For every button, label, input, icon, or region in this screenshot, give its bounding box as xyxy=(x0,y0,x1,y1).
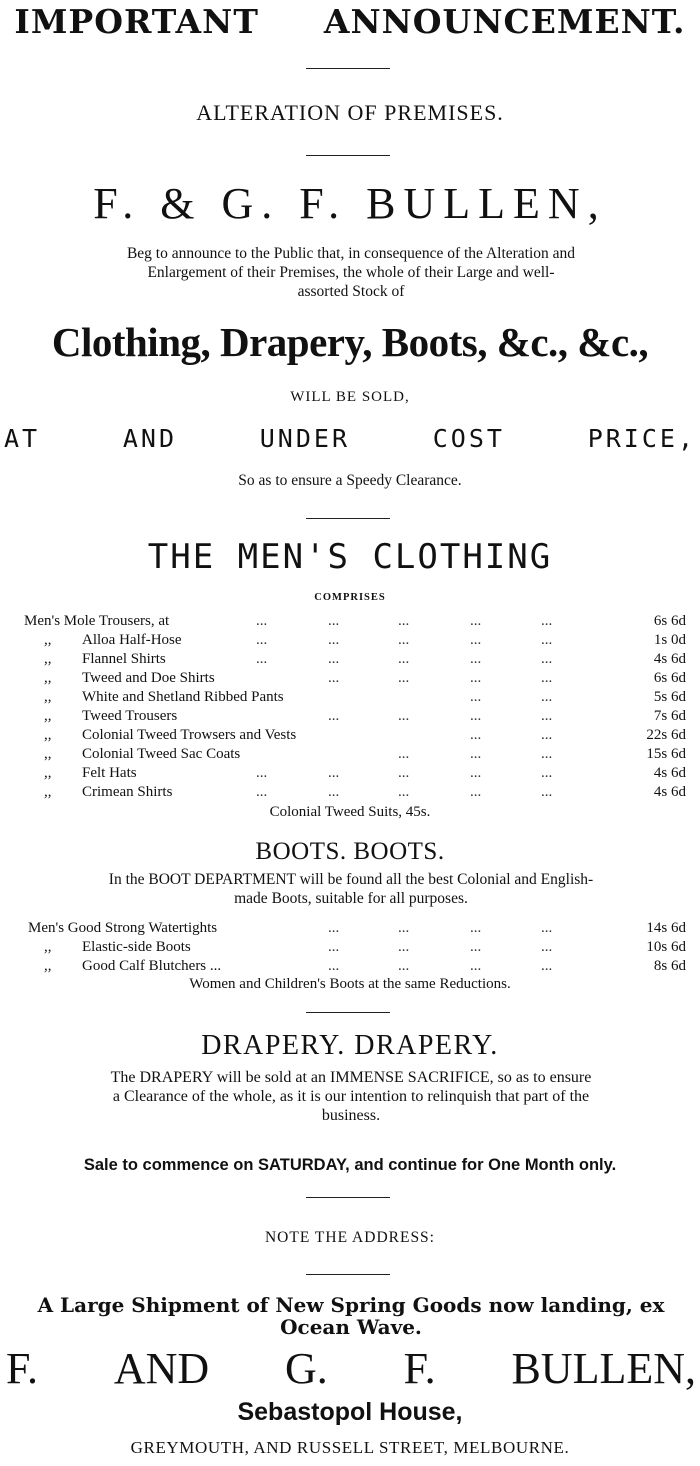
leader-dots: ... xyxy=(398,784,410,800)
cost-word: UNDER xyxy=(259,424,350,453)
divider-1 xyxy=(306,68,390,69)
leader-dots: ... xyxy=(541,632,553,648)
item-price: 8s 6d xyxy=(653,958,686,974)
item-name: Colonial Tweed Trowsers and Vests xyxy=(82,727,297,743)
leader-dots: ... xyxy=(398,670,410,686)
firm-word: AND xyxy=(113,1344,210,1393)
firm-word: F. xyxy=(6,1344,38,1393)
speedy-clearance: So as to ensure a Speedy Clearance. xyxy=(238,472,462,489)
ditto-mark: ,, xyxy=(44,689,52,705)
price-row xyxy=(0,612,700,631)
item-name: Elastic-side Boots xyxy=(82,939,191,955)
drapery-line: The DRAPERY will be sold at an IMMENSE SACRIFICE, so as to ensure xyxy=(110,1069,592,1086)
item-name: Men's Mole Trousers, at xyxy=(24,613,170,629)
price-row xyxy=(0,957,700,976)
footer-firm-name xyxy=(6,1343,696,1394)
leader-dots: ... xyxy=(328,632,340,648)
leader-dots: ... xyxy=(398,708,410,724)
item-name: Tweed and Doe Shirts xyxy=(82,670,215,686)
leader-dots: ... xyxy=(328,708,340,724)
leader-dots: ... xyxy=(470,689,482,705)
leader-dots: ... xyxy=(541,727,553,743)
intro-line: Beg to announce to the Public that, in consequence of the Alteration and xyxy=(126,245,576,262)
item-name: Tweed Trousers xyxy=(82,708,178,724)
leader-dots: ... xyxy=(256,651,268,667)
item-price: 7s 6d xyxy=(653,708,686,724)
price-row xyxy=(0,919,700,938)
ditto-mark: ,, xyxy=(44,939,52,955)
leader-dots: ... xyxy=(541,746,553,762)
ditto-mark: ,, xyxy=(44,708,52,724)
address-line: GREYMOUTH, AND RUSSELL STREET, MELBOURNE. xyxy=(130,1438,570,1457)
intro-line: assorted Stock of xyxy=(297,283,405,300)
leader-dots: ... xyxy=(328,920,340,936)
leader-dots: ... xyxy=(398,958,410,974)
announcement-title xyxy=(0,2,700,41)
leader-dots: ... xyxy=(470,784,482,800)
boots-intro xyxy=(4,870,698,908)
leader-dots: ... xyxy=(470,651,482,667)
alteration-heading: ALTERATION OF PREMISES. xyxy=(196,100,504,125)
item-name: Felt Hats xyxy=(82,765,137,781)
cost-word: AT xyxy=(4,424,41,453)
price-row xyxy=(0,688,700,707)
leader-dots: ... xyxy=(256,765,268,781)
price-row xyxy=(0,938,700,957)
leader-dots: ... xyxy=(398,632,410,648)
leader-dots: ... xyxy=(541,939,553,955)
item-price: 6s 6d xyxy=(653,670,686,686)
item-name: Crimean Shirts xyxy=(82,784,173,800)
price-row xyxy=(0,726,700,745)
leader-dots: ... xyxy=(541,958,553,974)
divider-6 xyxy=(306,1274,390,1275)
leader-dots: ... xyxy=(398,939,410,955)
firm-word: F. xyxy=(403,1344,436,1393)
women-children-note: Women and Children's Boots at the same Reductions. xyxy=(189,976,511,992)
shipment-line: A Large Shipment of New Spring Goods now landing, ex xyxy=(37,1293,665,1317)
drapery-heading: DRAPERY. DRAPERY. xyxy=(201,1030,499,1061)
leader-dots: ... xyxy=(470,708,482,724)
leader-dots: ... xyxy=(470,765,482,781)
leader-dots: ... xyxy=(328,958,340,974)
leader-dots: ... xyxy=(328,939,340,955)
leader-dots: ... xyxy=(541,784,553,800)
item-price: 10s 6d xyxy=(646,939,686,955)
price-row xyxy=(0,764,700,783)
item-name: Colonial Tweed Sac Coats xyxy=(82,746,241,762)
ditto-mark: ,, xyxy=(44,651,52,667)
leader-dots: ... xyxy=(470,746,482,762)
price-row xyxy=(0,669,700,688)
price-row xyxy=(0,631,700,650)
item-price: 6s 6d xyxy=(653,613,686,629)
price-row xyxy=(0,707,700,726)
ditto-mark: ,, xyxy=(44,632,52,648)
price-row xyxy=(0,650,700,669)
leader-dots: ... xyxy=(470,613,482,629)
item-name: Good Calf Blutchers ... xyxy=(82,958,222,974)
firm-word: G. xyxy=(285,1344,328,1393)
leader-dots: ... xyxy=(328,765,340,781)
boots-intro-line: In the BOOT DEPARTMENT will be found all the best Colonial and English- xyxy=(108,871,594,888)
item-price: 22s 6d xyxy=(646,727,686,743)
item-price: 14s 6d xyxy=(646,920,686,936)
title-word-important: IMPORTANT xyxy=(14,2,259,41)
price-row xyxy=(0,745,700,764)
leader-dots: ... xyxy=(541,920,553,936)
divider-2 xyxy=(306,155,390,156)
leader-dots: ... xyxy=(398,613,410,629)
note-address: NOTE THE ADDRESS: xyxy=(264,1229,435,1246)
item-price: 5s 6d xyxy=(653,689,686,705)
boots-heading: BOOTS. BOOTS. xyxy=(255,838,445,865)
divider-3 xyxy=(306,518,390,519)
comprises-label: COMPRISES xyxy=(314,592,386,603)
drapery-line: business. xyxy=(321,1107,381,1124)
leader-dots: ... xyxy=(470,939,482,955)
leader-dots: ... xyxy=(398,746,410,762)
price-row xyxy=(0,783,700,802)
ditto-mark: ,, xyxy=(44,784,52,800)
drapery-line: a Clearance of the whole, as it is our intention to relinquish that part of the xyxy=(112,1088,590,1105)
boots-intro-line: made Boots, suitable for all purposes. xyxy=(234,890,468,907)
leader-dots: ... xyxy=(328,613,340,629)
leader-dots: ... xyxy=(541,765,553,781)
leader-dots: ... xyxy=(328,651,340,667)
item-price: 15s 6d xyxy=(646,746,686,762)
leader-dots: ... xyxy=(470,670,482,686)
leader-dots: ... xyxy=(256,613,268,629)
leader-dots: ... xyxy=(256,784,268,800)
cost-price-line xyxy=(4,424,696,453)
shipment-line: Ocean Wave. xyxy=(280,1315,422,1339)
tweed-suits-note: Colonial Tweed Suits, 45s. xyxy=(269,804,431,820)
leader-dots: ... xyxy=(470,632,482,648)
shipment-notice xyxy=(6,1294,696,1338)
ditto-mark: ,, xyxy=(44,765,52,781)
leader-dots: ... xyxy=(541,670,553,686)
title-word-announcement: ANNOUNCEMENT. xyxy=(323,2,686,41)
leader-dots: ... xyxy=(398,651,410,667)
ditto-mark: ,, xyxy=(44,958,52,974)
ditto-mark: ,, xyxy=(44,727,52,743)
leader-dots: ... xyxy=(541,613,553,629)
firm-name: F. & G. F. BULLEN, xyxy=(93,179,607,228)
cost-word: PRICE, xyxy=(587,424,696,453)
divider-5 xyxy=(306,1197,390,1198)
goods-heading: Clothing, Drapery, Boots, &c., &c., xyxy=(51,319,649,365)
divider-4 xyxy=(306,1012,390,1013)
mens-clothing-heading: THE MEN'S CLOTHING xyxy=(147,537,553,577)
leader-dots: ... xyxy=(470,920,482,936)
leader-dots: ... xyxy=(328,670,340,686)
item-price: 1s 0d xyxy=(653,632,686,648)
item-price: 4s 6d xyxy=(653,765,686,781)
leader-dots: ... xyxy=(398,765,410,781)
item-price: 4s 6d xyxy=(653,651,686,667)
firm-word: BULLEN, xyxy=(511,1344,696,1393)
cost-word: COST xyxy=(432,424,505,453)
leader-dots: ... xyxy=(470,958,482,974)
leader-dots: ... xyxy=(470,727,482,743)
leader-dots: ... xyxy=(398,920,410,936)
intro-paragraph xyxy=(6,244,696,301)
item-name: White and Shetland Ribbed Pants xyxy=(82,689,284,705)
sebastopol-house: Sebastopol House, xyxy=(237,1398,463,1426)
item-price: 4s 6d xyxy=(653,784,686,800)
item-name: Alloa Half-Hose xyxy=(82,632,182,648)
leader-dots: ... xyxy=(541,689,553,705)
will-be-sold: WILL BE SOLD, xyxy=(290,389,410,405)
cost-word: AND xyxy=(122,424,177,453)
item-name: Flannel Shirts xyxy=(82,651,166,667)
ditto-mark: ,, xyxy=(44,670,52,686)
ditto-mark: ,, xyxy=(44,746,52,762)
sale-notice: Sale to commence on SATURDAY, and continue for One Month only. xyxy=(83,1156,617,1174)
leader-dots: ... xyxy=(541,708,553,724)
leader-dots: ... xyxy=(541,651,553,667)
leader-dots: ... xyxy=(256,632,268,648)
intro-line: Enlargement of their Premises, the whole of their Large and well- xyxy=(147,264,555,281)
item-name: Men's Good Strong Watertights xyxy=(28,920,218,936)
drapery-paragraph xyxy=(6,1068,696,1125)
leader-dots: ... xyxy=(328,784,340,800)
